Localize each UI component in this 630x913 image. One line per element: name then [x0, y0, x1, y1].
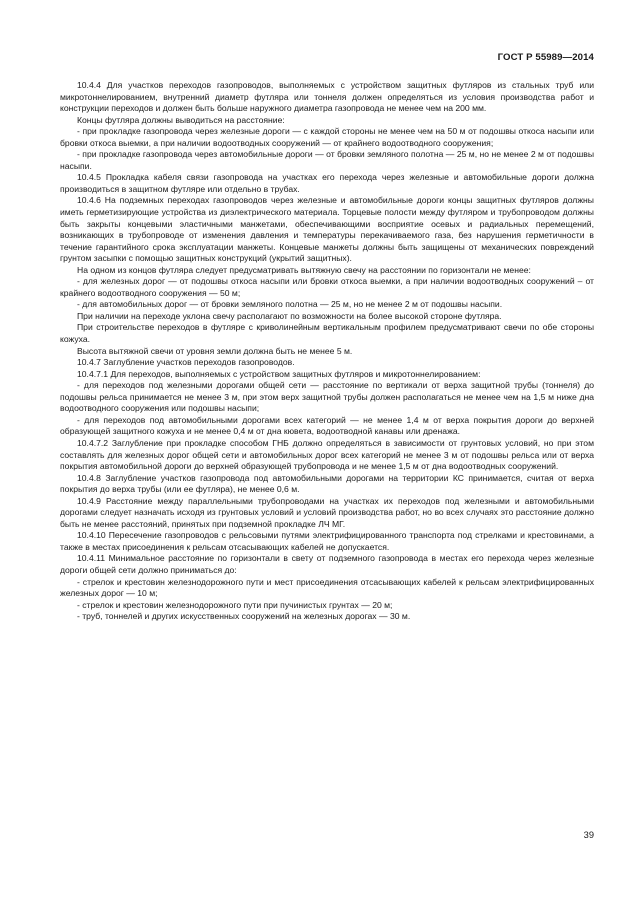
- list-item-vent-roads: - для автомобильных дорог — от бровки земляного полотна — 25 м, но не менее 2 м от подошвы насыпи.: [77, 299, 503, 310]
- list-item-structures: - труб, тоннелей и других искусственных сооружений на железных дорогах — 30 м.: [77, 611, 411, 622]
- paragraph-10-4-4: 10.4.4 Для участков переходов газопроводов, выполняемых с устройством защитных футляров из стальных труб или микротоннелированием, внутренний диаметр футляра или тоннеля должен определяться из условия производства работ и конструкции переходов и должен быть больше наружного диаметра газопровода не менее чем на 200 мм.: [60, 80, 594, 114]
- list-item-switches: - стрелок и крестовин железнодорожного пути и мест присоединения отсасывающих кабелей к рельсам электрифицированных железных дорог — 10 м;: [60, 576, 594, 599]
- standard-designation: ГОСТ Р 55989—2014: [497, 52, 594, 63]
- list-item-vent-railways: - для железных дорог — от подошвы откоса насыпи или бровки откоса выемки, а при наличии водоотводных сооружений – от крайнего водоотводного сооружения — 50 м;: [60, 276, 594, 298]
- paragraph-vent-slope: При наличии на переходе уклона свечу располагают по возможности на более высокой стороне футляра.: [77, 310, 502, 321]
- paragraph-casing-ends-intro: Концы футляра должны выводиться на расстояние:: [77, 114, 285, 125]
- paragraph-10-4-6: 10.4.6 На подземных переходах газопроводов через железные и автомобильные дороги концы защитных футляров должны иметь герметизирующие устройства из диэлектрического материала. Торцевые полости между футляром и трубопроводом должны быть закрыты концевыми эластичными манжетами, обеспечивающими восприятие осевых и радиальных перемещений, возникающих в трубопроводе от изменения давления и температуры перекачиваемого газа, без нарушения герметичности в течение гарантийного срока эксплуатации манжеты. Концевые манжеты должны быть защищены от механических повреждений грунтом засыпки с помощью защитных конструкций (укрытий защитных).: [60, 195, 594, 264]
- paragraph-vent-intro: На одном из концов футляра следует предусматривать вытяжную свечу на расстоянии по горизонтали не менее:: [77, 264, 531, 275]
- list-item-railways: - при прокладке газопровода через железные дороги — с каждой стороны не менее чем на 50 м от подошвы откоса насыпи или бровки откоса выемки, а при наличии водоотводных сооружений — от крайнего водоотводного сооружения;: [60, 126, 594, 148]
- list-item-depth-railways: - для переходов под железными дорогами общей сети — расстояние по вертикали от верха защитной трубы (тоннеля) до подошвы рельса принимается не менее 3 м, при этом верх защитной трубы должен располагаться не менее чем на 1,5 м ниже дна водоотводного сооружения или подошвы насыпи;: [60, 380, 594, 414]
- paragraph-10-4-7: 10.4.7 Заглубление участков переходов газопроводов.: [77, 357, 295, 368]
- list-item-switches-heaving: - стрелок и крестовин железнодорожного пути при пучинистых грунтах — 20 м;: [77, 599, 393, 610]
- paragraph-10-4-9: 10.4.9 Расстояние между параллельными трубопроводами на участках их переходов под железными и автомобильными дорогами следует назначать исходя из грунтовых условий и условий производства работ, но во всех случаях это расстояние должно быть не менее расстояний, принятых при подземной прокладке ЛЧ МГ.: [60, 495, 594, 529]
- list-item-roads: - при прокладке газопровода через автомобильные дороги — от бровки земляного полотна — 25 м, но не менее 2 м от подошвы насыпи.: [60, 149, 594, 171]
- paragraph-10-4-10: 10.4.10 Пересечение газопроводов с рельсовыми путями электрифицированного транспорта под стрелками и крестовинами, а также в местах присоединения к рельсам отсасывающих кабелей не допускается.: [60, 530, 594, 552]
- document-body: [60, 80, 594, 623]
- paragraph-10-4-5: 10.4.5 Прокладка кабеля связи газопровода на участках его перехода через железные и автомобильные дороги должна производиться в защитном футляре или отдельно в трубах.: [60, 172, 594, 194]
- page-number: 39: [583, 830, 594, 840]
- paragraph-10-4-7-1: 10.4.7.1 Для переходов, выполняемых с устройством защитных футляров и микротоннелированием:: [77, 368, 481, 379]
- paragraph-10-4-8: 10.4.8 Заглубление участков газопровода под автомобильными дорогами на территории КС принимается, считая от верха покрытия до верха трубы (или ее футляра), не менее 0,6 м.: [60, 472, 594, 495]
- paragraph-vent-height: Высота вытяжной свечи от уровня земли должна быть не менее 5 м.: [77, 345, 353, 356]
- paragraph-curved-profile: При строительстве переходов в футляре с криволинейным вертикальным профилем предусматривают свечи по обе стороны кожуха.: [60, 322, 594, 345]
- paragraph-10-4-11: 10.4.11 Минимальное расстояние по горизонтали в свету от подземного газопровода в местах его перехода через железные дороги общей сети должно приниматься до:: [60, 553, 594, 575]
- list-item-depth-roads: - для переходов под автомобильными дорогами всех категорий — не менее 1,4 м от верха покрытия дороги до верхней образующей защитного кожуха и не менее 0,4 м от дна кювета, водоотводной канавы или дренажа.: [60, 414, 594, 437]
- paragraph-10-4-7-2: 10.4.7.2 Заглубление при прокладке способом ГНБ должно определяться в зависимости от грунтовых условий, но при этом составлять для железных дорог общей сети и автомобильных дорог всех категорий не менее 3 м от подошвы рельса или от верха покрытия автомобильной дороги до верхней образующей трубопровода и не менее 1,5 м от дна водоотводных сооружений.: [60, 437, 594, 472]
